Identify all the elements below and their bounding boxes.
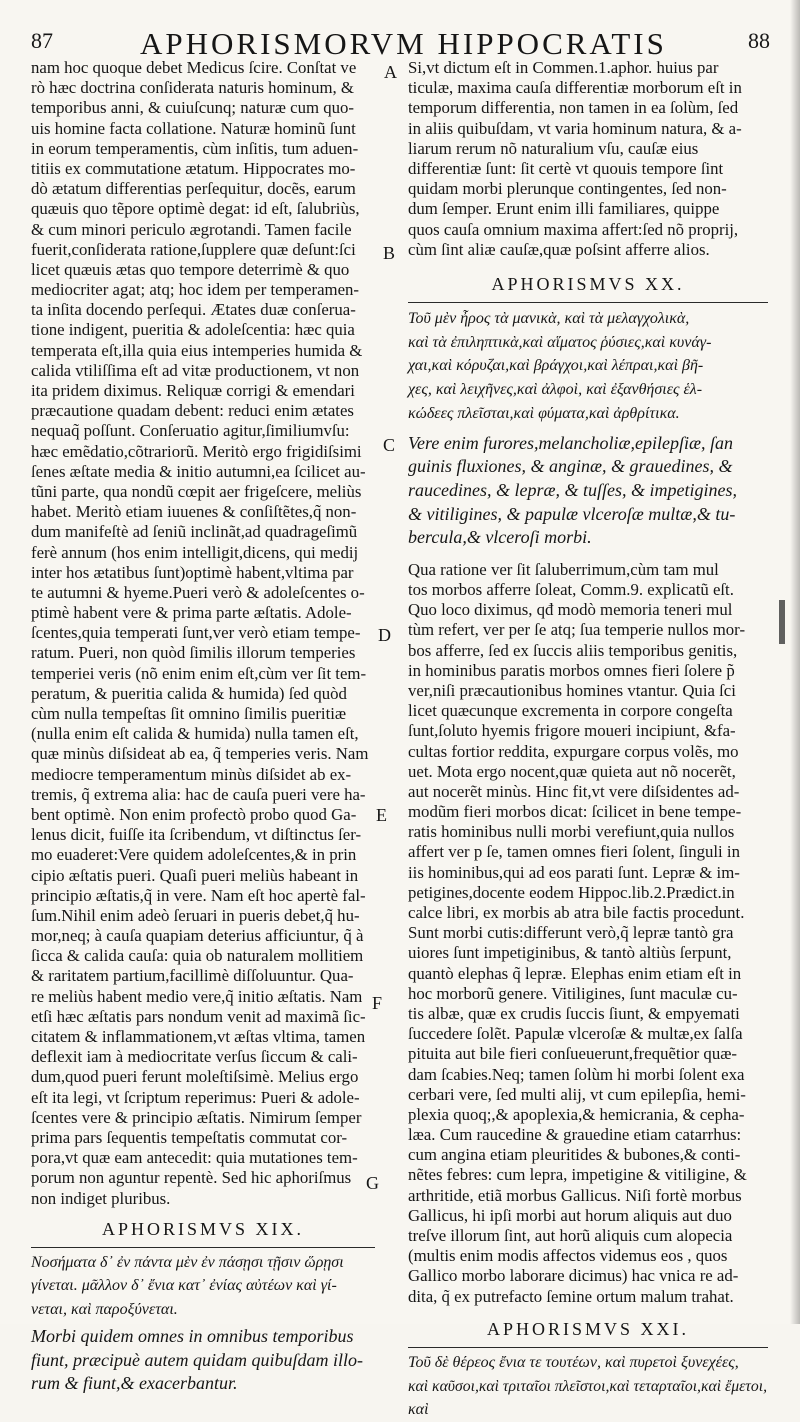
greek-line: Νοσήματα δ᾽ ἐν πάντα μὲν ἐν πάσῃσι τῇσιν ὥρῃσι <box>31 1253 344 1271</box>
latin-translation-19 <box>31 1325 375 1396</box>
text-line: pituita aut bile fieri conſueuerunt,frequẽtior quæ- <box>408 1044 737 1064</box>
greek-text-21 <box>408 1351 768 1422</box>
text-line: tis albæ, quæ ex crudis ſuccis ſiunt, & empyemati <box>408 1003 740 1023</box>
text-line: liarum rerum nõ naturalium vſu, cauſæ eius <box>408 138 699 158</box>
text-line: etſi hæc æſtatis pars nondum venit ad maximã ſic- <box>31 1006 366 1026</box>
text-line: dita, q̃ ex putrefacto ſemine ortum malum trahat. <box>408 1286 734 1306</box>
text-line: temperiei veris (nõ enim enim eſt,cùm ver ſit tem- <box>31 663 367 683</box>
text-line: præcautione quadam debent: reduci enim ætates <box>31 401 354 421</box>
text-line: cultas fortior reddita, expurgare corpus volẽs, mo <box>408 741 739 761</box>
italic-line: Vere enim furores,melancholiæ,epilepſiæ, ſan <box>408 432 733 453</box>
text-line: ſcentes vere & principio æſtatis. Nimirum ſemper <box>31 1107 362 1127</box>
greek-text-19 <box>31 1251 375 1322</box>
greek-line: καὶ τὰ ἐπιληπτικὰ,καὶ αἵματος ῥύσιες,καὶ κυνάγ- <box>408 333 712 351</box>
italic-line: fiunt, præcipuè autem quidam quibuſdam illo- <box>31 1349 363 1370</box>
margin-letter-g: G <box>366 1173 379 1193</box>
text-line: ta inſita docendo perſequi. Ætates duæ conſerua- <box>31 300 356 320</box>
aphorism-heading-20: APHORISMVS XX. <box>408 272 768 303</box>
margin-letter-e: E <box>376 805 387 825</box>
italic-line: Morbi quidem omnes in omnibus temporibus <box>31 1326 354 1347</box>
text-line: differentiæ ſunt: ſit certè vt quouis tempore ſint <box>408 158 724 178</box>
greek-line: Τοῦ μὲν ἦρος τὰ μανικὰ, καὶ τὰ μελαγχολικὰ, <box>408 309 690 327</box>
text-line: quæuis quo tẽpore optimè degat: id eſt, ſalubriùs, <box>31 199 360 219</box>
text-line: affert ver p ſe, tamen omnes fieri ſolent, ſinguli in <box>408 842 740 862</box>
text-line: tione indigent, pueritia & adoleſcentia: hæc quia <box>31 320 355 340</box>
text-line: mediocre temperamentum minùs diſsidet ab ex- <box>31 764 352 784</box>
margin-letter-a: A <box>384 62 397 82</box>
text-line: cipio æſtatis pueri. Quaſi pueri meliùs habeant in <box>31 865 359 885</box>
text-line: pora,vt quæ eam antecedit: quia mutationes tem- <box>31 1148 358 1168</box>
text-line: dum,quod pueri ferunt moleſtiſsimè. Melius ergo <box>31 1067 359 1087</box>
text-line: Gallico morbo laborare dicimus) hac vnica re ad- <box>408 1266 739 1286</box>
text-line: porum non aguntur repentè. Sed hic aphoriſmus <box>31 1168 352 1188</box>
greek-line: χαι,καὶ κόρυζαι,καὶ βράγχοι,καὶ λέπραι,καὶ βῆ- <box>408 357 704 375</box>
right-commentary-top <box>408 58 768 260</box>
text-line: citatem & inflammationem,vt æſtas vltima, tamen <box>31 1027 366 1046</box>
running-head: APHORISMORVM HIPPOCRATIS <box>140 26 667 61</box>
text-line: quæ minùs diſsideat ab ea, q̃ temperies veris. Nam <box>31 744 369 764</box>
text-line: ptimè habent vere & prima parte æſtatis. Adole- <box>31 603 352 623</box>
greek-line: χες, καὶ λειχῆνες,καὶ ἀλφοὶ, καὶ ἐξανθήσιες ἑλ- <box>408 381 703 399</box>
text-line: tos morbos afferre ſoleat, Comm.9. explicatũ eſt. <box>408 580 734 600</box>
aphorism-heading-19: APHORISMVS XIX. <box>31 1217 375 1248</box>
italic-line: guinis fluxiones, & anginæ, & grauedines, & <box>408 456 733 477</box>
text-line: non indiget pluribus. <box>31 1188 171 1208</box>
text-line: (multis enim modis affectos videmus eos , quos <box>408 1246 728 1266</box>
text-line: tùm refert, ver per ſe atq; ſua temperie nullos mor- <box>408 620 746 640</box>
text-line: eſt ita legi, vt ſcriptum reperimus: Pueri & adole- <box>31 1087 360 1107</box>
text-line: mediocriter agat; atq; hoc idem per temperamen- <box>31 280 360 300</box>
text-line: Quo loco diximus, qđ modò memoria teneri mul <box>408 600 733 620</box>
text-line: quos cauſa omnium maxima affert:ſed nõ proprij, <box>408 219 739 239</box>
text-line: ſum.Nihil enim adeò ſeruari in pueris debet,q̃ hu- <box>31 905 360 925</box>
text-line: dò ætatum differentias perſequitur, docẽs, earum <box>31 179 356 199</box>
greek-line: κώδεες πλεῖσται,καὶ φύματα,καὶ ἀρθρίτικα. <box>408 405 680 423</box>
text-line: (nulla enim eſt calida & humida) nulla tamen eſt, <box>31 724 359 744</box>
text-line: Si,vt dictum eſt in Commen.1.aphor. huius par <box>408 58 719 77</box>
text-line: in aliis quibuſdam, vt varia hominum natura, & a- <box>408 118 742 138</box>
right-page-number: 88 <box>748 28 770 53</box>
text-line: bos afferre, ſed ex ſuccis aliis temporibus genitis, <box>408 640 738 660</box>
text-line: hoc morborũ genere. Vitiligines, ſunt maculæ cu- <box>408 983 738 1003</box>
text-line: habet. Meritò etiam iuuenes & conſiſtẽtes,q̃ non- <box>31 502 357 522</box>
text-line: tremis, q̃ extrema alia: hac de cauſa pueri vere ha- <box>31 784 366 804</box>
text-line: quidam morbi plerunque contingentes, ſed non- <box>408 179 727 199</box>
text-line: mor,neq; à cauſa quapiam deterius afficiuntur, q̃ à <box>31 926 364 946</box>
text-line: quantò elephas q̃ lepræ. Elephas enim etiam eſt in <box>408 963 742 983</box>
text-line: ſunt,ſoluto hyemis frigore moueri incipiunt, &fa- <box>408 721 736 741</box>
text-line: aut nocerẽt minùs. Hinc fit,vt vere diſsidentes ad- <box>408 781 740 801</box>
text-line: inter hos ætatibus ſunt)optimè habent,vltima par <box>31 562 354 582</box>
margin-letter-b: B <box>383 243 396 263</box>
text-line: prima pars ſequentis tempeſtatis commutat cor- <box>31 1127 348 1147</box>
text-line: ver,niſi præcautionibus homines vtantur. Quia ſci <box>408 680 736 700</box>
text-line: cùm ſint aliæ cauſæ,quæ poſsint afferre alios. <box>408 239 710 259</box>
text-line: dam ſcabies.Neq; tamen ſolùm hi morbi ſolent exa <box>408 1064 745 1084</box>
text-line: re meliùs habent medio vere,q̃ initio æſtatis. Nam <box>31 986 363 1006</box>
text-line: fuerit,conſiderata ratione,ſupplere quæ deſunt:ſci <box>31 239 356 259</box>
text-line: ratis hominibus nulli morbi verefiunt,quia nullos <box>408 822 735 842</box>
italic-line: & vitiligines, & papulæ vlceroſæ multæ,& tu- <box>408 503 736 524</box>
left-commentary <box>31 58 375 1209</box>
text-line: cum angina etiam pleuritides & bubones,& conti- <box>408 1145 741 1165</box>
text-line: Gallicus, hi ipſi morbi aut horum aliquis aut duo <box>408 1205 732 1225</box>
text-line: petigines,docente eodem Hippoc.lib.2.Prædict.in <box>408 882 735 902</box>
text-line: peratum, & pueritia calida & humida) ſed quòd <box>31 683 347 703</box>
text-line: temporibus anni, & cuiuſcunq; naturæ cum quo- <box>31 98 354 118</box>
text-line: modũm fieri morbos dicat: ſcilicet in bene tempe- <box>408 802 742 822</box>
text-line: temperata eſt,illa quia eius intemperies humida & <box>31 340 363 360</box>
greek-line: νεται, καὶ παροξύνεται. <box>31 1301 178 1319</box>
text-line: cùm nulla tempeſtas ſit omnino ſimilis pueritiæ <box>31 704 347 723</box>
text-line: in eorum temperamentis, cùm inſitis, tum aduen- <box>31 138 359 158</box>
italic-line: raucedines, & lepræ, & tuſſes, & impetigines, <box>408 480 737 501</box>
text-line: lenus dicit, fuiſſe ita ſcribendum, vt diſtinctus ſer- <box>31 825 362 845</box>
greek-line: γίνεται. μᾶλλον δ᾽ ἔνια κατ᾽ ἐνίας αὐτέων καὶ γί- <box>31 1277 337 1295</box>
text-line: iis hominibus,qui ad eos parati ſunt. Lepræ & im- <box>408 862 740 882</box>
text-line: in hominibus paratis morbos omnes fieri ſolere p̃ <box>408 660 735 680</box>
text-line: treſve illorum ſint, aut horũ aliquis cum alopecia <box>408 1226 733 1246</box>
text-line: nam hoc quoque debet Medicus ſcire. Conſtat ve <box>31 58 357 77</box>
text-line: temporum differentia, non tamen in ea ſolùm, ſed <box>408 98 739 118</box>
text-line: titiis ex commutatione ætatum. Hippocrates mo- <box>31 158 356 178</box>
left-page-number: 87 <box>31 28 53 53</box>
italic-line: rum & fiunt,& exacerbantur. <box>31 1373 238 1394</box>
right-commentary <box>408 560 768 1307</box>
greek-line: Τοῦ δὲ θέρεος ἔνια τε τουτέων, καὶ πυρετοὶ ξυνεχέες, <box>408 1353 739 1371</box>
text-line: nequaq̃ poſſunt. Conſeruatio agitur,ſimiliumvſu: <box>31 421 350 441</box>
text-line: ſuccedere ſolẽt. Papulæ vlceroſæ & multæ,ex ſalſa <box>408 1024 743 1044</box>
aphorism-heading-21: APHORISMVS XXI. <box>408 1317 768 1348</box>
text-line: uiores ſunt impetiginibus, & tantò altiùs ſerpunt, <box>408 943 732 963</box>
latin-translation-20 <box>408 432 768 550</box>
text-line: uet. Mota ergo nocent,quæ quieta aut nõ nocerẽt, <box>408 761 736 781</box>
text-line: dum manifeſtè ad ſeniũ inclinãt,ad quadrageſimũ <box>31 522 358 542</box>
text-line: nẽtes febres: cum lepra, impetigine & vitiligine, & <box>408 1165 747 1185</box>
text-line: calce libri, ex morbis ab atra bile factis procedunt. <box>408 903 745 923</box>
text-line: ſicca & calida cauſa: quia ob naturalem mollitiem <box>31 946 364 966</box>
margin-letter-d: D <box>378 625 391 645</box>
margin-letter-f: F <box>372 993 383 1013</box>
text-line: tũni parte, qua nondũ cœpit aer frigeſcere, meliùs <box>31 481 362 501</box>
text-line: deflexit iam à mediocritate verſus ſiccum & cali- <box>31 1047 358 1067</box>
text-line: ticulæ, maxima cauſa differentiæ morborum eſt in <box>408 78 742 98</box>
italic-line: bercula,& vlceroſi morbi. <box>408 527 592 548</box>
ink-stain <box>779 600 785 644</box>
greek-line: καὶ καῦσοι,καὶ τριταῖοι πλεῖστοι,καὶ τεταρταῖοι,καὶ ἔμετοι, <box>408 1377 767 1395</box>
text-line: & cum minori periculo ægrotandi. Tamen facile <box>31 219 352 239</box>
margin-letter-c: C <box>383 435 396 455</box>
text-line: læa. Cum raucedine & grauedine etiam catarrhus: <box>408 1125 742 1145</box>
text-line: dum ſemper. Erunt enim illi familiares, quippe <box>408 199 720 219</box>
text-line: Qua ratione ver ſit ſaluberrimum,cùm tam mul <box>408 559 719 579</box>
text-line: ſenes æſtate media & initio autumni,ea ſcilicet au- <box>31 461 366 481</box>
text-line: te autumni & hyeme.Pueri verò & adoleſcentes o- <box>31 582 365 602</box>
text-line: & raritatem partium,facillimè diſſoluuntur. Qua- <box>31 966 354 986</box>
text-line: uis homine facta collatione. Naturæ hominũ ſunt <box>31 118 356 138</box>
text-line: mo euaderet:Vere quidem adoleſcentes,& in prin <box>31 845 357 865</box>
text-line: Sunt morbi cutis:differunt verò,q̃ lepræ tantò gra <box>408 923 734 943</box>
text-line: ferè annum (hos enim intelligit,dicens, qui medij <box>31 542 359 562</box>
text-line: bent optimè. Non enim profectò probo quod Ga- <box>31 804 357 824</box>
text-line: arthritide, etiã morbus Gallicus. Niſi fortè morbus <box>408 1185 742 1205</box>
text-line: principio æſtatis,q̃ in vere. Nam eſt hoc apertè fal- <box>31 885 366 905</box>
text-line: rò hæc doctrina conſiderata naturis hominum, & <box>31 78 354 98</box>
text-line: cerbari vere, ſed multi alij, vt cum epilepſia, hemi- <box>408 1084 746 1104</box>
text-line: ratum. Pueri, non quòd ſimilis illorum temperies <box>31 643 356 663</box>
text-line: ita pridem diximus. Reliquæ corrigi & emendari <box>31 381 355 400</box>
greek-text-20 <box>408 307 768 426</box>
right-column <box>408 58 768 1422</box>
text-line: calida vtiliſſima eſt ad vitæ productionem, vt non <box>31 360 360 380</box>
text-line: licet quæuis ætas quo tempore deterrimè & quo <box>31 259 350 279</box>
greek-line: καὶ <box>408 1401 429 1419</box>
text-line: ſcentes,quia temperati ſunt,ver verò etiam tempe- <box>31 623 361 643</box>
text-line: plexia quoq;,& apoplexia,& hemicrania, & cepha- <box>408 1104 745 1124</box>
text-line: licet quæcunque excrementa in corpore congeſta <box>408 701 733 721</box>
text-line: hæc emẽdatio,cõtrariorũ. Meritò ergo frigidiſsimi <box>31 441 362 461</box>
left-column <box>31 58 375 1396</box>
